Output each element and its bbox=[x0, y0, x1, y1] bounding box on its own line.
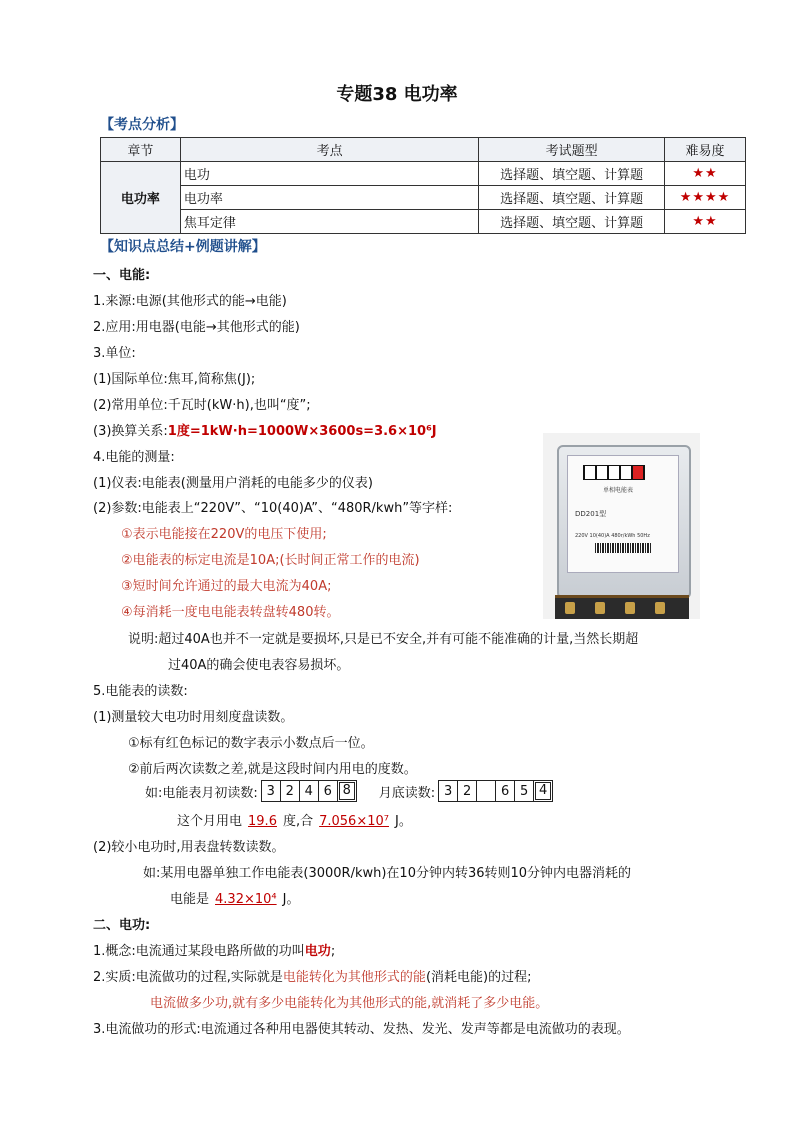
table-row bbox=[101, 210, 746, 234]
usage-text: J。 bbox=[394, 814, 412, 829]
param-point: ④每消耗一度电电能表转盘转480转。 bbox=[121, 605, 340, 620]
essence-keyword: 电能转化为其他形式的能 bbox=[282, 970, 426, 985]
text-line: 1.来源:电源(其他形式的能→电能) bbox=[93, 294, 287, 309]
table-header: 难易度 bbox=[665, 138, 746, 162]
table-header: 考试题型 bbox=[479, 138, 665, 162]
difficulty-stars: ★★ bbox=[665, 210, 746, 234]
text-line: ②前后两次读数之差,就是这段时间内用电的度数。 bbox=[128, 762, 417, 777]
table-header-row bbox=[101, 138, 746, 162]
table-row bbox=[101, 186, 746, 210]
table-header: 考点 bbox=[180, 138, 478, 162]
conversion-value: 1度=1kW·h=1000W×3600s=3.6×10⁶J bbox=[167, 424, 437, 439]
concept-keyword: 电功 bbox=[304, 944, 331, 959]
reading-digit: 6 bbox=[495, 780, 515, 802]
param-point: ①表示电能接在220V的电压下使用; bbox=[121, 527, 327, 542]
reading-digit: 4 bbox=[299, 780, 319, 802]
text-line: (2)参数:电能表上“220V”、“10(40)A”、“480R/kwh”等字样: bbox=[93, 501, 453, 516]
text-line: (2)较小电功时,用表盘转数读数。 bbox=[93, 840, 285, 855]
end-reading-digits bbox=[439, 780, 553, 802]
text-line: 3.电流做功的形式:电流通过各种用电器使其转动、发热、发光、发声等都是电流做功的表现。 bbox=[93, 1022, 630, 1037]
usage-text: 这个月用电 bbox=[177, 814, 243, 829]
section-summary: 【知识点总结+例题讲解】 bbox=[100, 239, 266, 255]
text-line: 如:某用电器单独工作电能表(3000R/kwh)在10分钟内转36转则10分钟内电器消耗的 bbox=[143, 866, 632, 881]
electric-meter-image bbox=[543, 433, 700, 619]
concept-text: 1.概念:电流通过某段电路所做的功叫 bbox=[93, 944, 305, 959]
point-cell: 电功 bbox=[180, 162, 478, 186]
reading-digit-decimal: 8 bbox=[337, 780, 357, 802]
text-line: 2.应用:用电器(电能→其他形式的能) bbox=[93, 320, 300, 335]
table-header: 章节 bbox=[101, 138, 181, 162]
text-line: 4.电能的测量: bbox=[93, 450, 175, 465]
reading-digit: 6 bbox=[318, 780, 338, 802]
essence-note: 电流做多少功,就有多少电能转化为其他形式的能,就消耗了多少电能。 bbox=[150, 996, 549, 1011]
type-cell: 选择题、填空题、计算题 bbox=[479, 186, 665, 210]
essence-text: 2.实质:电流做功的过程,实际就是 bbox=[93, 970, 283, 985]
type-cell: 选择题、填空题、计算题 bbox=[479, 210, 665, 234]
meter-specs: 220V 10(40)A 480r/kWh 50Hz bbox=[575, 533, 650, 539]
text-line: (1)测量较大电功时用刻度盘读数。 bbox=[93, 710, 294, 725]
section-analysis: 【考点分析】 bbox=[100, 117, 184, 133]
exam-points-table bbox=[100, 137, 746, 234]
heading-energy: 一、电能: bbox=[93, 268, 151, 283]
meter-model: DD201型 bbox=[575, 510, 607, 518]
reading-digit: 3 bbox=[438, 780, 458, 802]
table-row bbox=[101, 162, 746, 186]
reading-digit: 2 bbox=[457, 780, 477, 802]
text-line: (1)国际单位:焦耳,简称焦(J); bbox=[93, 372, 256, 387]
text-line: (2)常用单位:千瓦时(kW·h),也叫“度”; bbox=[93, 398, 311, 413]
concept-text: ; bbox=[330, 944, 336, 959]
usage-joule-answer: 7.056×10⁷ bbox=[319, 814, 389, 829]
terminal-block bbox=[555, 595, 689, 619]
reading-digit-decimal: 4 bbox=[533, 780, 553, 802]
barcode-icon bbox=[595, 543, 651, 553]
usage-text: 度,合 bbox=[282, 814, 314, 829]
conversion-label: (3)换算关系: bbox=[93, 424, 168, 439]
param-point: ②电能表的标定电流是10A;(长时间正常工作的电流) bbox=[121, 553, 420, 568]
point-cell: 焦耳定律 bbox=[180, 210, 478, 234]
start-reading-label: 如:电能表月初读数: bbox=[145, 785, 258, 801]
meter-counter-icon bbox=[583, 465, 645, 480]
note-line: 过40A的确会使电表容易损坏。 bbox=[168, 658, 350, 673]
energy-result-line bbox=[170, 888, 299, 907]
energy-text: 电能是 bbox=[170, 892, 210, 907]
reading-digit bbox=[476, 780, 496, 802]
param-point: ③短时间允许通过的最大电流为40A; bbox=[121, 579, 332, 594]
heading-work: 二、电功: bbox=[93, 918, 151, 933]
usage-result-line bbox=[177, 810, 412, 829]
reading-digit: 5 bbox=[514, 780, 534, 802]
conversion-line bbox=[93, 420, 437, 439]
point-cell: 电功率 bbox=[180, 186, 478, 210]
type-cell: 选择题、填空题、计算题 bbox=[479, 162, 665, 186]
reading-digit: 2 bbox=[280, 780, 300, 802]
essence-line bbox=[93, 966, 531, 985]
energy-text: J。 bbox=[282, 892, 300, 907]
reading-digit: 3 bbox=[261, 780, 281, 802]
essence-text: (消耗电能)的过程; bbox=[425, 970, 532, 985]
text-line: 5.电能表的读数: bbox=[93, 684, 188, 699]
energy-answer: 4.32×10⁴ bbox=[215, 892, 277, 907]
end-reading-label: 月底读数: bbox=[378, 785, 436, 801]
chapter-cell: 电功率 bbox=[101, 162, 181, 234]
page-title: 专题38 电功率 bbox=[336, 84, 458, 105]
start-reading-digits bbox=[262, 780, 357, 802]
text-line: ①标有红色标记的数字表示小数点后一位。 bbox=[128, 736, 374, 751]
text-line: (1)仪表:电能表(测量用户消耗的电能多少的仪表) bbox=[93, 476, 373, 491]
meter-reading-example bbox=[145, 780, 553, 802]
note-line: 说明:超过40A也并不一定就是要损坏,只是已不安全,并有可能不能准确的计量,当然长期超 bbox=[128, 632, 639, 647]
difficulty-stars: ★★ bbox=[665, 162, 746, 186]
usage-kwh-answer: 19.6 bbox=[248, 814, 277, 829]
meter-brand: 单相电能表 bbox=[603, 487, 634, 494]
text-line: 3.单位: bbox=[93, 346, 136, 361]
concept-line bbox=[93, 940, 335, 959]
difficulty-stars: ★★★★ bbox=[665, 186, 746, 210]
